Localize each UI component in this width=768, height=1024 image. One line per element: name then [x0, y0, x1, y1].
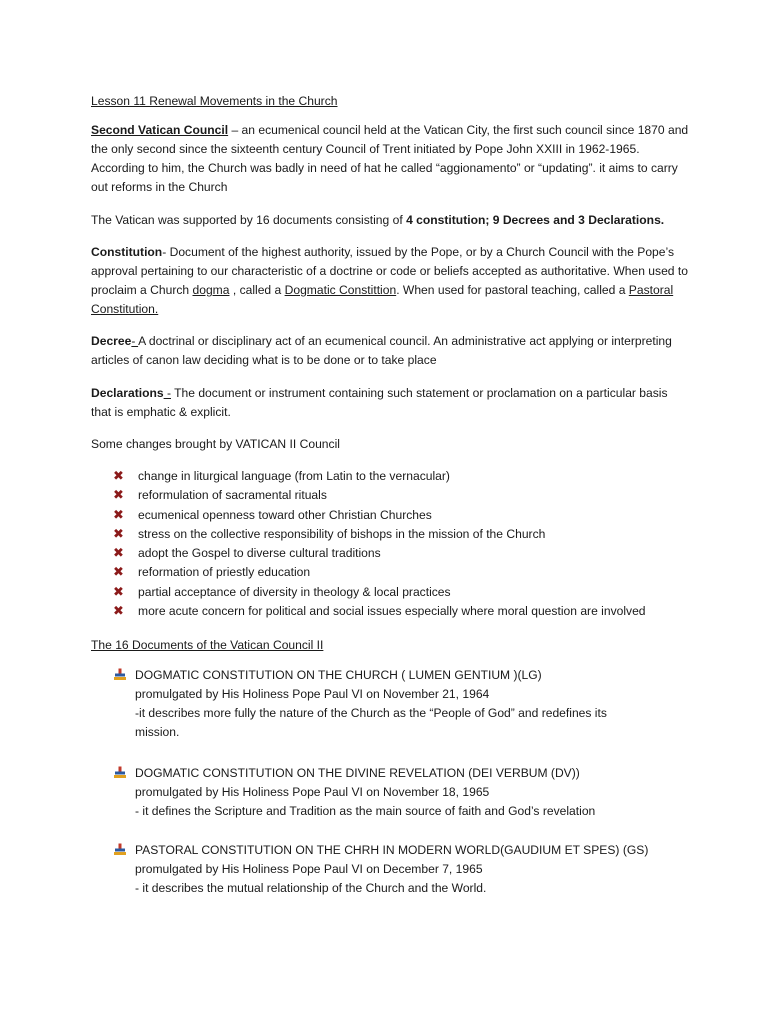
- x-bullet-icon: ✖: [113, 526, 124, 542]
- book-stack-icon: [113, 766, 127, 780]
- support-text: The Vatican was supported by 16 documents consisting of: [91, 213, 407, 227]
- declarations-dash: -: [163, 386, 171, 400]
- constitution-text-2: , called a: [229, 283, 285, 297]
- x-bullet-icon: ✖: [113, 488, 124, 504]
- decree-term: Decree: [91, 334, 132, 348]
- x-bullet-icon: ✖: [113, 546, 124, 562]
- document-title: DOGMATIC CONSTITUTION ON THE DIVINE REVELATION (DEI VERBUM (DV)): [135, 766, 580, 780]
- council-paragraph: [91, 121, 691, 197]
- book-stack-icon: [113, 668, 127, 682]
- decree-paragraph: [91, 332, 691, 370]
- constitution-paragraph: [91, 243, 691, 319]
- changes-list: [113, 467, 713, 621]
- document-promulgation: promulgated by His Holiness Pope Paul VI on December 7, 1965: [135, 862, 483, 876]
- declarations-text: The document or instrument containing such statement or proclamation on a particular basis that is emphatic & explicit.: [91, 386, 668, 419]
- dogmatic-constitution-term: Dogmatic Constittion: [284, 283, 397, 297]
- document-description: -it describes more fully the nature of the Church as the “People of God” and redefines its: [135, 706, 607, 720]
- x-bullet-icon: ✖: [113, 584, 124, 600]
- x-bullet-icon: ✖: [113, 565, 124, 581]
- document-promulgation: promulgated by His Holiness Pope Paul VI on November 18, 1965: [135, 785, 490, 799]
- decree-text: A doctrinal or disciplinary act of an ecumenical council. An administrative act applying or interpreting articles of canon law deciding what is to be done or to take place: [91, 334, 672, 367]
- dogma-term: dogma: [192, 283, 230, 297]
- document-promulgation: promulgated by His Holiness Pope Paul VI on November 21, 1964: [135, 687, 490, 701]
- x-bullet-icon: ✖: [113, 604, 124, 620]
- document-entry: [113, 666, 713, 742]
- list-item: ✖ partial acceptance of diversity in theology & local practices: [113, 584, 451, 600]
- declarations-term: Declarations: [91, 386, 164, 400]
- x-bullet-icon: ✖: [113, 469, 124, 484]
- list-item: ✖ ecumenical openness toward other Christian Churches: [113, 507, 432, 523]
- list-item: ✖ reformulation of sacramental rituals: [113, 488, 327, 504]
- list-item: ✖ more acute concern for political and social issues especially where moral question are involved: [113, 604, 646, 620]
- constitution-text-3: . When used for pastoral teaching, called a: [396, 283, 629, 297]
- book-stack-icon: [113, 843, 127, 857]
- constitution-term: Constitution: [91, 245, 163, 259]
- list-item: ✖ adopt the Gospel to diverse cultural traditions: [113, 546, 381, 562]
- document-description: - it describes the mutual relationship of the Church and the World.: [135, 881, 487, 895]
- decree-dash: -: [131, 334, 139, 348]
- documents-heading: The 16 Documents of the Vatican Council II: [91, 638, 324, 652]
- pastoral-constitution-term: Pastoral Constitution.: [91, 283, 674, 316]
- support-paragraph: [91, 211, 691, 230]
- list-item: ✖ reformation of priestly education: [113, 565, 311, 581]
- x-bullet-icon: ✖: [113, 507, 124, 523]
- list-item: ✖ stress on the collective responsibility of bishops in the mission of the Church: [113, 526, 546, 542]
- document-entry: [113, 764, 713, 821]
- lesson-title: Lesson 11 Renewal Movements in the Church: [91, 94, 338, 108]
- document-title: DOGMATIC CONSTITUTION ON THE CHURCH ( LUMEN GENTIUM )(LG): [135, 668, 542, 682]
- support-bold: 4 constitution; 9 Decrees and 3 Declarations.: [406, 213, 665, 227]
- list-item: ✖ change in liturgical language (from Latin to the vernacular): [113, 469, 450, 484]
- document-description: - it defines the Scripture and Tradition as the main source of faith and God’s revelation: [135, 804, 596, 818]
- council-term: Second Vatican Council: [91, 123, 229, 137]
- changes-heading: Some changes brought by VATICAN II Council: [91, 437, 340, 451]
- document-entry: [113, 841, 713, 898]
- declarations-paragraph: [91, 384, 691, 422]
- document-title: PASTORAL CONSTITUTION ON THE CHRH IN MODERN WORLD(GAUDIUM ET SPES) (GS): [135, 843, 649, 857]
- constitution-text-1: - Document of the highest authority, issued by the Pope, or by a Church Council with the Pope’s approval pertaining to our characteristic of a doctrine or code or beliefs accepted as authoritative. When used to proclaim a Church: [91, 245, 688, 297]
- document-description: mission.: [135, 725, 180, 739]
- council-definition: – an ecumenical council held at the Vatican City, the first such council since 1870 and the only second since the sixteenth century Council of Trent initiated by Pope John XXIII in 1962-1965. According to him, the Church was badly in need of hat he called “aggionamento” or “updating”. it aims to carry out reforms in the Church: [91, 123, 689, 194]
